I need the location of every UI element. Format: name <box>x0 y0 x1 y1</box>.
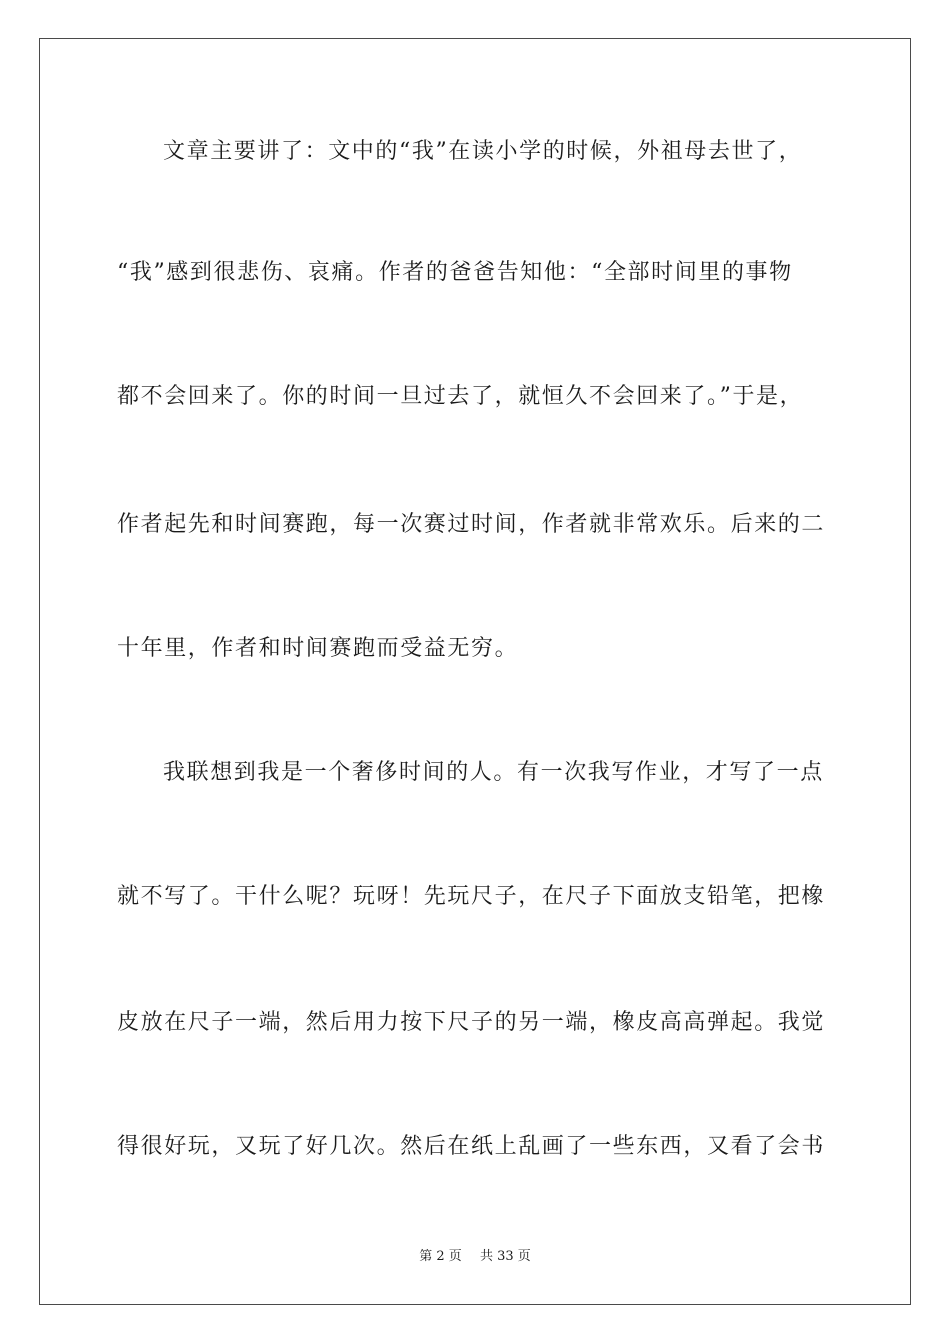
page-number: 第 2 页 <box>419 1249 462 1264</box>
text-line: 皮放在尺子一端，然后用力按下尺子的另一端，橡皮高高弹起。我觉 <box>117 1010 826 1035</box>
page-footer <box>0 1248 950 1266</box>
text-line: 就不写了。干什么呢？玩呀！先玩尺子，在尺子下面放支铅笔，把橡 <box>117 884 826 909</box>
text-line: 得很好玩，又玩了好几次。然后在纸上乱画了一些东西，又看了会书 <box>117 1134 826 1159</box>
total-pages: 共 33 页 <box>479 1249 531 1264</box>
page-border <box>39 38 911 1305</box>
text-line: “我”感到很悲伤、哀痛。作者的爸爸告知他：“全部时间里的事物 <box>117 260 793 285</box>
text-line: 都不会回来了。你的时间一旦过去了，就恒久不会回来了。”于是， <box>117 384 804 409</box>
text-line: 作者起先和时间赛跑，每一次赛过时间，作者就非常欢乐。后来的二 <box>117 512 826 537</box>
text-line: 文章主要讲了：文中的“我”在读小学的时候，外祖母去世了， <box>163 139 803 164</box>
text-line: 十年里，作者和时间赛跑而受益无穷。 <box>117 636 519 661</box>
text-line: 我联想到我是一个奢侈时间的人。有一次我写作业，才写了一点 <box>163 760 824 785</box>
